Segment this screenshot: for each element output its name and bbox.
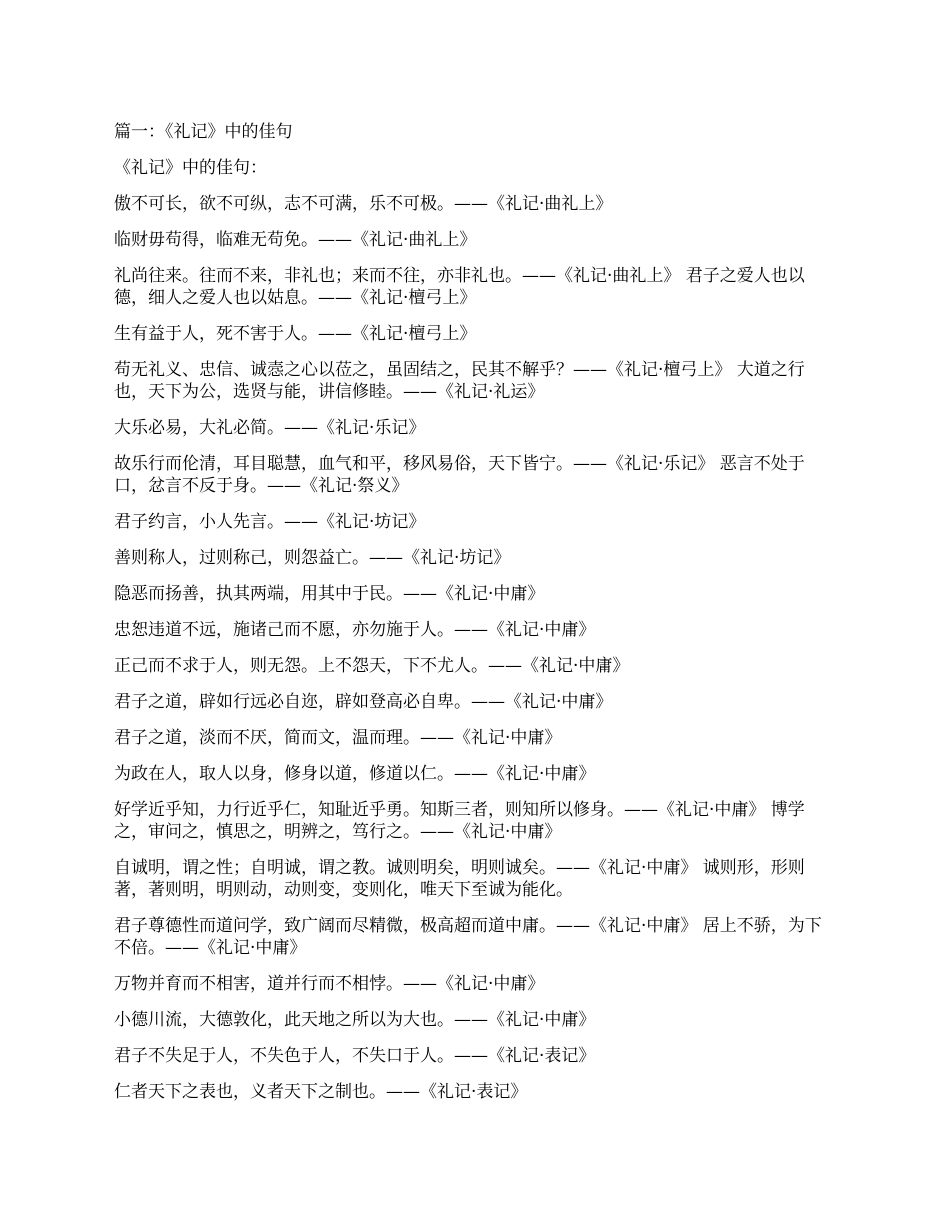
quote-paragraph: 君子不失足于人，不失色于人，不失口于人。——《礼记·表记》: [114, 1046, 596, 1066]
quote-paragraph: 君子约言，小人先言。——《礼记·坊记》: [114, 512, 426, 532]
quote-paragraph: 小德川流，大德敦化，此天地之所以为大也。——《礼记·中庸》: [114, 1010, 596, 1030]
quote-paragraph: 君子之道，淡而不厌，简而文，温而理。——《礼记·中庸》: [114, 728, 562, 748]
quote-paragraph: 忠恕违道不远，施诸己而不愿，亦勿施于人。——《礼记·中庸》: [114, 620, 596, 640]
quote-paragraph: 万物并育而不相害，道并行而不相悖。——《礼记·中庸》: [114, 974, 545, 994]
quote-paragraph: 隐恶而扬善，执其两端，用其中于民。——《礼记·中庸》: [114, 584, 545, 604]
quote-paragraph: 君子尊德性而道问学，致广阔而尽精微，极高超而道中庸。——《礼记·中庸》 居上不骄，为下不倍。——《礼记·中庸》: [114, 916, 822, 958]
quote-paragraph: 善则称人，过则称己，则怨益亡。——《礼记·坊记》: [114, 548, 511, 568]
quote-paragraph: 大乐必易，大礼必简。——《礼记·乐记》: [114, 418, 426, 438]
quote-paragraph: 自诚明，谓之性；自明诚，谓之教。诚则明矣，明则诚矣。——《礼记·中庸》 诚则形，形则著，著则明，明则动，动则变，变则化，唯天下至诚为能化。: [114, 858, 805, 900]
quote-paragraph: 临财毋苟得，临难无苟免。——《礼记·曲礼上》: [114, 230, 477, 250]
quote-paragraph: 礼尚往来。往而不来，非礼也；来而不往，亦非礼也。——《礼记·曲礼上》 君子之爱人也以德，细人之爱人也以姑息。——《礼记·檀弓上》: [114, 266, 805, 308]
quote-paragraph: 正己而不求于人，则无怨。上不怨天，下不尤人。——《礼记·中庸》: [114, 656, 630, 676]
document-body: [114, 121, 834, 1117]
document-intro: 《礼记》中的佳句：: [114, 158, 267, 178]
quote-paragraph: 君子之道，辟如行远必自迩，辟如登高必自卑。——《礼记·中庸》: [114, 692, 613, 712]
quote-paragraph: 好学近乎知，力行近乎仁，知耻近乎勇。知斯三者，则知所以修身。——《礼记·中庸》 博学之，审问之，慎思之，明辨之，笃行之。——《礼记·中庸》: [114, 800, 805, 842]
document-heading: 篇一：《礼记》中的佳句: [114, 122, 293, 142]
quote-paragraph: 仁者天下之表也，义者天下之制也。——《礼记·表记》: [114, 1082, 528, 1102]
quote-paragraph: 苟无礼义、忠信、诚悫之心以莅之，虽固结之，民其不解乎？——《礼记·檀弓上》 大道之行也，天下为公，选贤与能，讲信修睦。——《礼记·礼运》: [114, 360, 805, 402]
quote-paragraph: 傲不可长，欲不可纵，志不可满，乐不可极。——《礼记·曲礼上》: [114, 194, 613, 214]
quote-paragraph: 为政在人，取人以身，修身以道，修道以仁。——《礼记·中庸》: [114, 764, 596, 784]
quote-paragraph: 故乐行而伦清，耳目聪慧，血气和平，移风易俗，天下皆宁。——《礼记·乐记》 恶言不处于口，忿言不反于身。——《礼记·祭义》: [114, 454, 805, 496]
quote-paragraph: 生有益于人，死不害于人。——《礼记·檀弓上》: [114, 324, 477, 344]
